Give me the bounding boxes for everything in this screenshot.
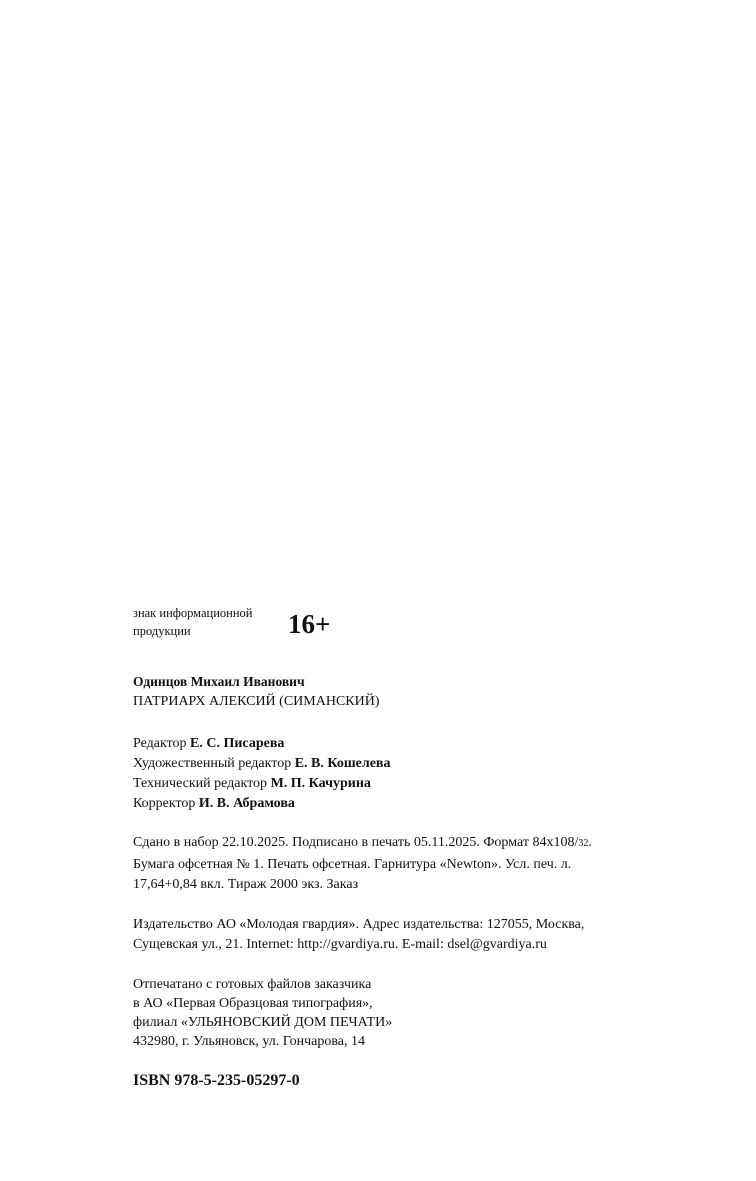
staff-role: Художественный редактор xyxy=(133,756,292,771)
print-specs-line1 xyxy=(133,833,693,855)
format-fraction: 32 xyxy=(578,838,589,849)
staff-proofreader xyxy=(133,794,693,814)
printer-line3: филиал «УЛЬЯНОВСКИЙ ДОМ ПЕЧАТИ» xyxy=(133,1014,393,1030)
age-rating-label-line1: знак информационной xyxy=(133,606,253,620)
printer-info xyxy=(133,975,693,1051)
book-title: ПАТРИАРХ АЛЕКСИЙ (СИМАНСКИЙ) xyxy=(133,694,380,709)
isbn: ISBN 978-5-235-05297-0 xyxy=(133,1071,300,1089)
staff-role: Технический редактор xyxy=(133,776,268,791)
print-specs-line1-end: . xyxy=(588,835,592,850)
staff-name: И. В. Абрамова xyxy=(198,796,295,811)
publisher-info xyxy=(133,915,693,956)
printer-line2: в АО «Первая Образцовая типография», xyxy=(133,995,373,1011)
print-specs-line2: Бумага офсетная № 1. Печать офсетная. Гарнитура «Newton». Усл. печ. л. xyxy=(133,856,572,872)
print-specs-line3: 17,64+0,84 вкл. Тираж 2000 экз. Заказ xyxy=(133,877,359,892)
print-specs xyxy=(133,833,693,896)
staff-role: Редактор xyxy=(133,736,187,751)
colophon xyxy=(133,604,693,1092)
staff-editor xyxy=(133,734,693,754)
publisher-line1: Издательство АО «Молодая гвардия». Адрес издательства: 127055, Москва, xyxy=(133,916,585,932)
printer-line1: Отпечатано с готовых файлов заказчика xyxy=(133,976,372,992)
staff-name: Е. С. Писарева xyxy=(190,736,285,751)
staff-art-editor xyxy=(133,754,693,774)
book-author: Одинцов Михаил Иванович xyxy=(133,674,305,689)
printer-line4: 432980, г. Ульяновск, ул. Гончарова, 14 xyxy=(133,1033,365,1049)
print-specs-line1-main: Сдано в набор 22.10.2025. Подписано в печать 05.11.2025. Формат 84x108/ xyxy=(133,835,579,850)
age-rating-block xyxy=(133,604,693,646)
staff-tech-editor xyxy=(133,774,693,794)
publisher-line2: Сущевская ул., 21. Internet: http://gvardiya.ru. E-mail: dsel@gvardiya.ru xyxy=(133,937,547,952)
staff-list xyxy=(133,734,693,814)
age-rating-label-line2: продукции xyxy=(133,624,191,638)
staff-name: Е. В. Кошелева xyxy=(294,756,391,771)
staff-name: М. П. Качурина xyxy=(270,776,371,791)
staff-role: Корректор xyxy=(133,796,196,811)
age-rating-mark: 16+ xyxy=(288,609,331,639)
age-rating-label xyxy=(133,604,288,640)
